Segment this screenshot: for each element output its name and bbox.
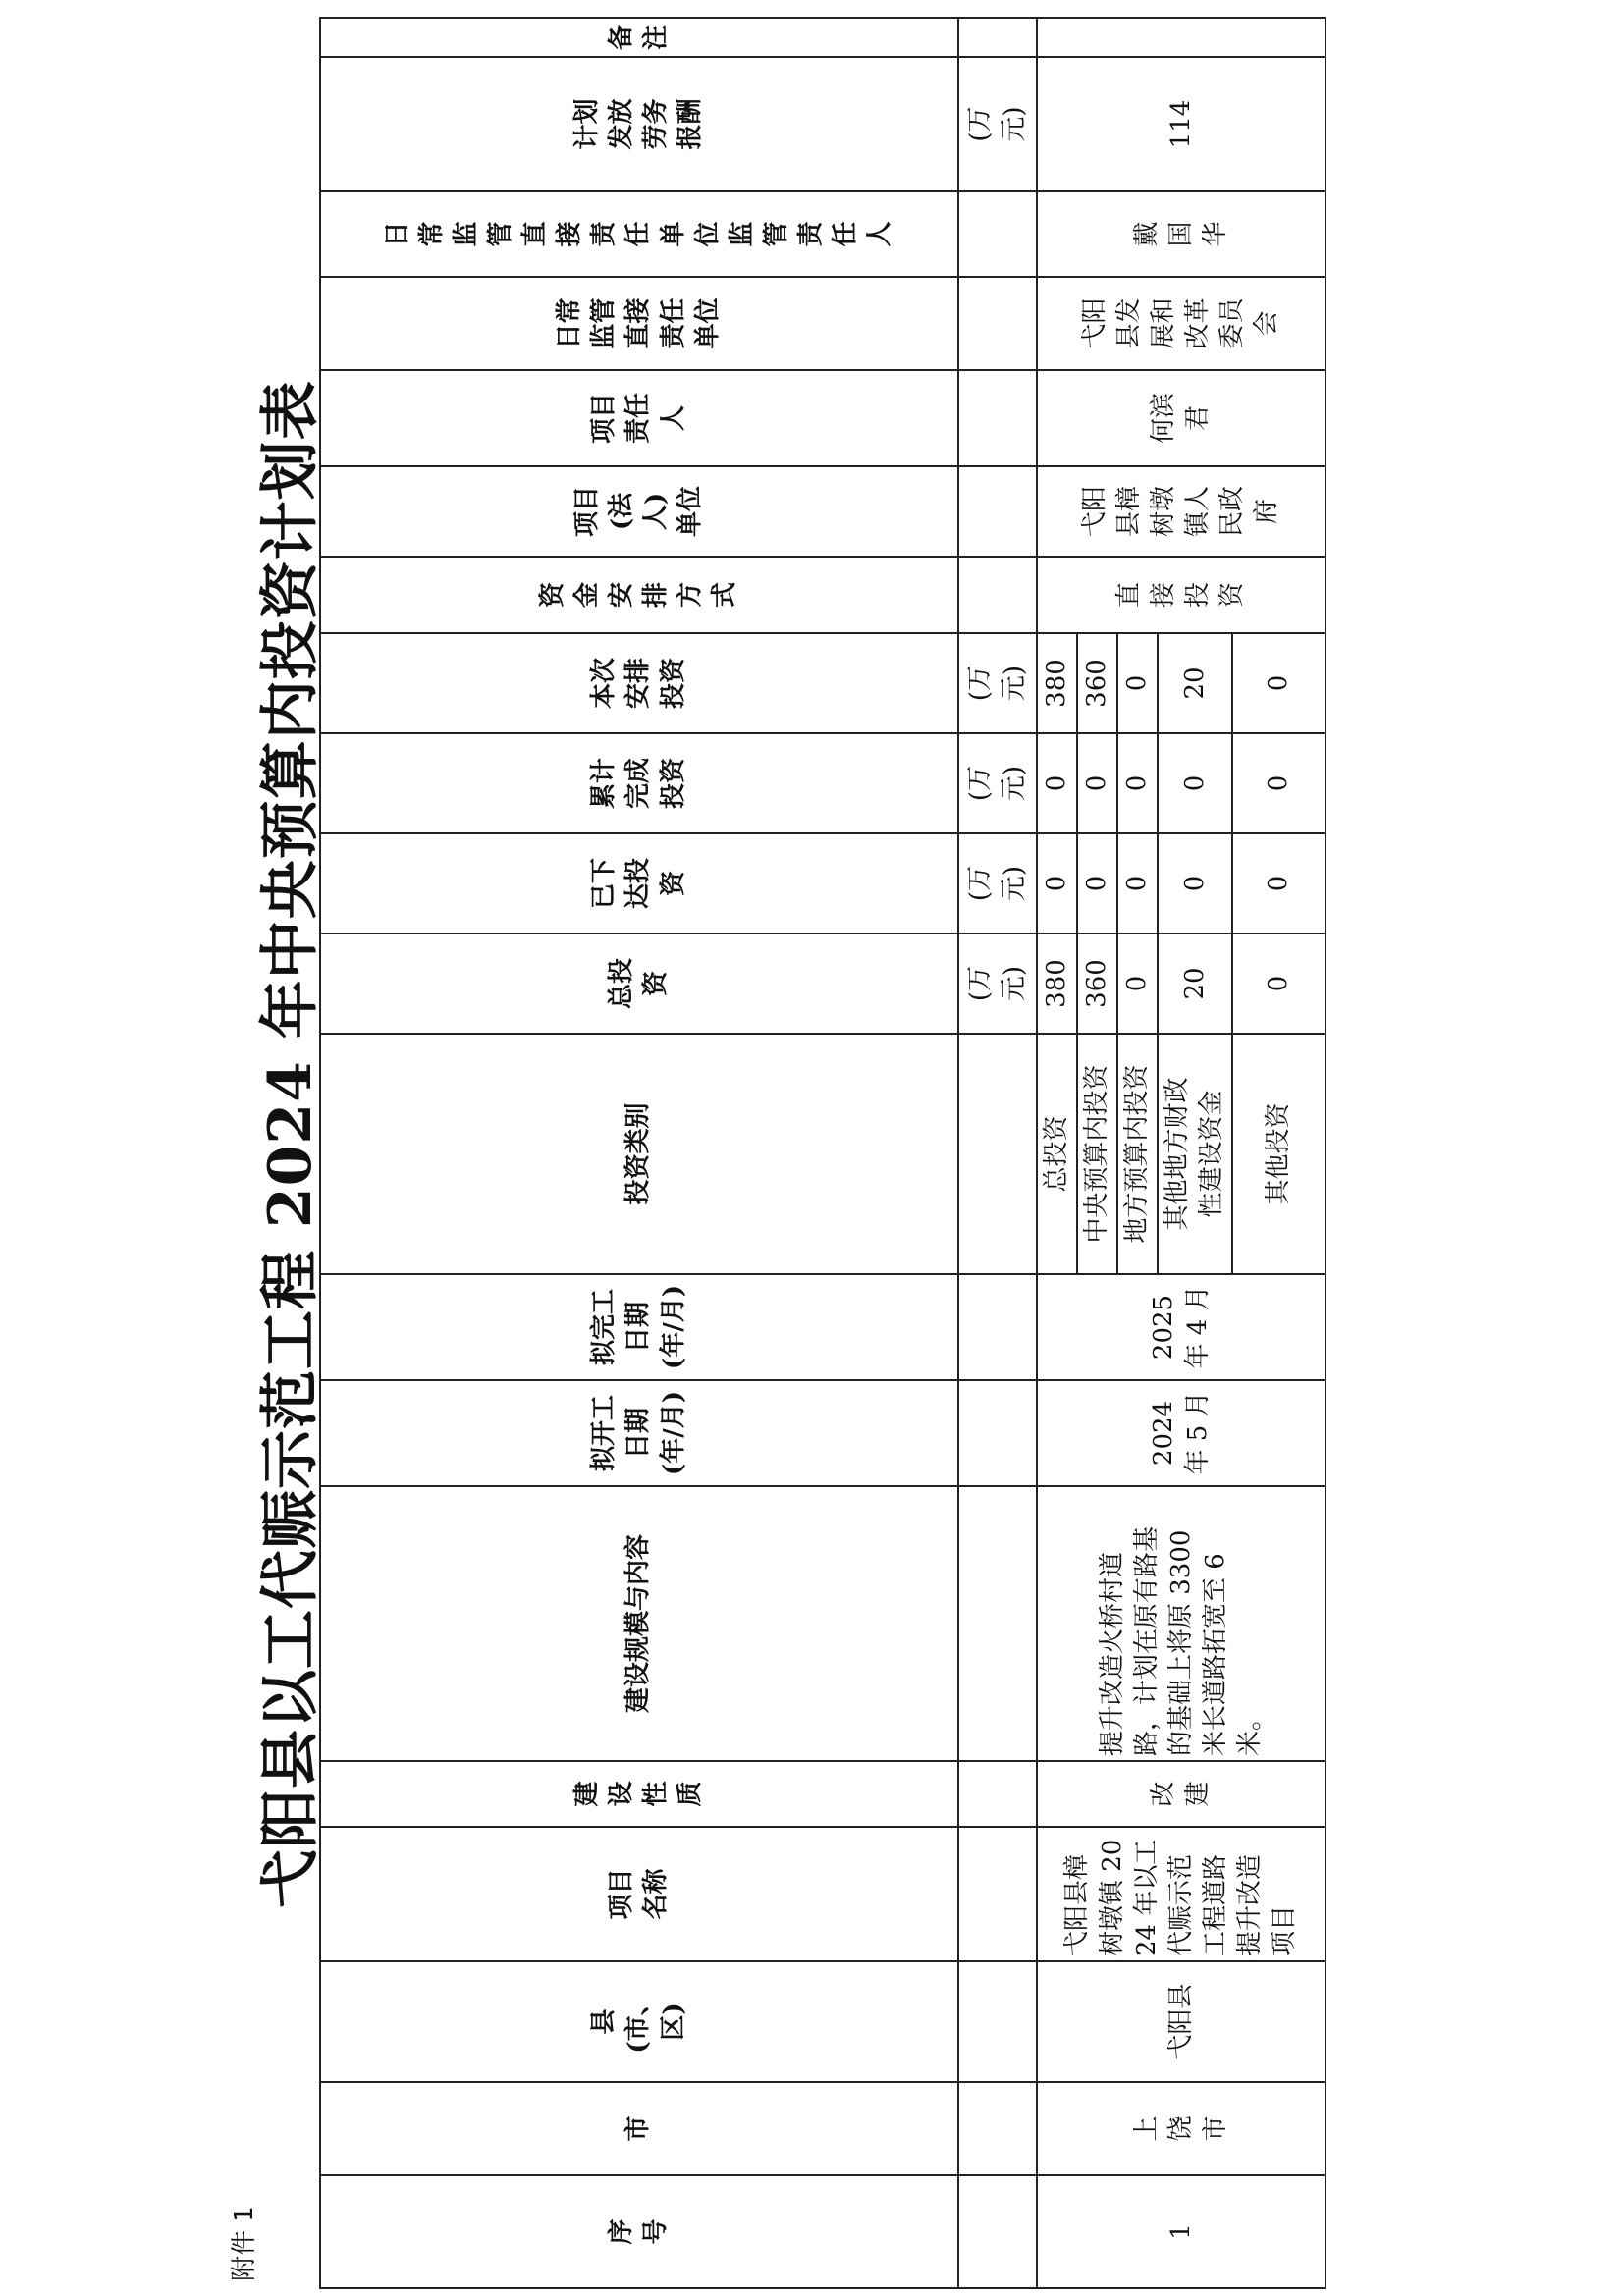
inv-3-category: 其他地方财政性建设资金 <box>1158 1034 1232 1274</box>
header-end-date: 拟完工日期(年/月) <box>320 1274 958 1380</box>
header-issued: 已下达投资 <box>320 833 958 934</box>
row-start-date: 2024 年 5 月 <box>1037 1380 1325 1486</box>
row-city: 上饶市 <box>1037 2082 1325 2175</box>
inv-4-issued: 0 <box>1232 833 1325 934</box>
row-method: 直接投资 <box>1037 557 1325 633</box>
inv-4-completed: 0 <box>1232 733 1325 833</box>
unit-row <box>958 18 1037 2288</box>
header-city: 市 <box>320 2082 958 2175</box>
row-nature: 改建 <box>1037 1761 1325 1827</box>
row-supervisor-unit: 弋阳县发展和改革委员会 <box>1037 277 1325 370</box>
inv-1-current: 360 <box>1077 633 1117 733</box>
unit-total: (万元) <box>958 934 1037 1034</box>
inv-2-category: 地方预算内投资 <box>1117 1034 1158 1274</box>
inv-0-completed: 0 <box>1037 733 1077 833</box>
unit-completed: (万元) <box>958 733 1037 833</box>
row-scale: 提升改造火桥村道路，计划在原有路基的基础上将原 3300 米长道路拓宽至 6 米。 <box>1037 1486 1325 1761</box>
header-seq: 序号 <box>320 2175 958 2288</box>
inv-1-completed: 0 <box>1077 733 1117 833</box>
inv-2-total: 0 <box>1117 934 1158 1034</box>
unit-current: (万元) <box>958 633 1037 733</box>
row-remark <box>1037 18 1325 57</box>
inv-2-issued: 0 <box>1117 833 1158 934</box>
inv-4-category: 其他投资 <box>1232 1034 1325 1274</box>
unit-issued: (万元) <box>958 833 1037 934</box>
header-method: 资金安排方式 <box>320 557 958 633</box>
inv-2-current: 0 <box>1117 633 1158 733</box>
header-project-name: 项目名称 <box>320 1827 958 1961</box>
header-row <box>320 18 958 2288</box>
inv-3-current: 20 <box>1158 633 1232 733</box>
header-unit: 项目(法人)单位 <box>320 466 958 557</box>
unit-wage: (万元) <box>958 57 1037 191</box>
row-end-date: 2025 年 4 月 <box>1037 1274 1325 1380</box>
inv-0-category: 总投资 <box>1037 1034 1077 1274</box>
inv-0-issued: 0 <box>1037 833 1077 934</box>
inv-4-current: 0 <box>1232 633 1325 733</box>
inv-1-total: 360 <box>1077 934 1117 1034</box>
document-title: 弋阳县以工代赈示范工程 2024 年中央预算内投资计划表 <box>256 380 325 1908</box>
inv-3-issued: 0 <box>1158 833 1232 934</box>
header-completed: 累计完成投资 <box>320 733 958 833</box>
inv-4-total: 0 <box>1232 934 1325 1034</box>
row-wage: 114 <box>1037 57 1325 191</box>
investment-plan-table <box>319 17 1326 2289</box>
header-current: 本次安排投资 <box>320 633 958 733</box>
header-start-date: 拟开工日期(年/月) <box>320 1380 958 1486</box>
row-project-name: 弋阳县樟树墩镇 2024 年以工代赈示范工程道路提升改造项目 <box>1037 1827 1325 1961</box>
inv-0-current: 380 <box>1037 633 1077 733</box>
header-supervisor-unit: 日常监管直接责任单位 <box>320 277 958 370</box>
row-supervisor-person: 戴国华 <box>1037 191 1325 277</box>
inv-2-completed: 0 <box>1117 733 1158 833</box>
row-responsible: 何滨君 <box>1037 370 1325 466</box>
inv-3-completed: 0 <box>1158 733 1232 833</box>
header-category: 投资类别 <box>320 1034 958 1274</box>
header-wage: 计划发放劳务报酬 <box>320 57 958 191</box>
header-total: 总投资 <box>320 934 958 1034</box>
header-supervisor-person: 日常监管直接责任单位监管责任人 <box>320 191 958 277</box>
attachment-label: 附件 1 <box>230 2206 259 2281</box>
header-responsible: 项目责任人 <box>320 370 958 466</box>
inv-1-category: 中央预算内投资 <box>1077 1034 1117 1274</box>
header-scale: 建设规模与内容 <box>320 1486 958 1761</box>
row-seq: 1 <box>1037 2175 1325 2288</box>
inv-1-issued: 0 <box>1077 833 1117 934</box>
header-nature: 建设性质 <box>320 1761 958 1827</box>
inv-0-total: 380 <box>1037 934 1077 1034</box>
row-unit: 弋阳县樟树墩镇人民政府 <box>1037 466 1325 557</box>
investment-row-0 <box>1037 18 1077 2288</box>
row-county: 弋阳县 <box>1037 1961 1325 2082</box>
header-county: 县(市、区) <box>320 1961 958 2082</box>
inv-3-total: 20 <box>1158 934 1232 1034</box>
header-remark: 备注 <box>320 18 958 57</box>
